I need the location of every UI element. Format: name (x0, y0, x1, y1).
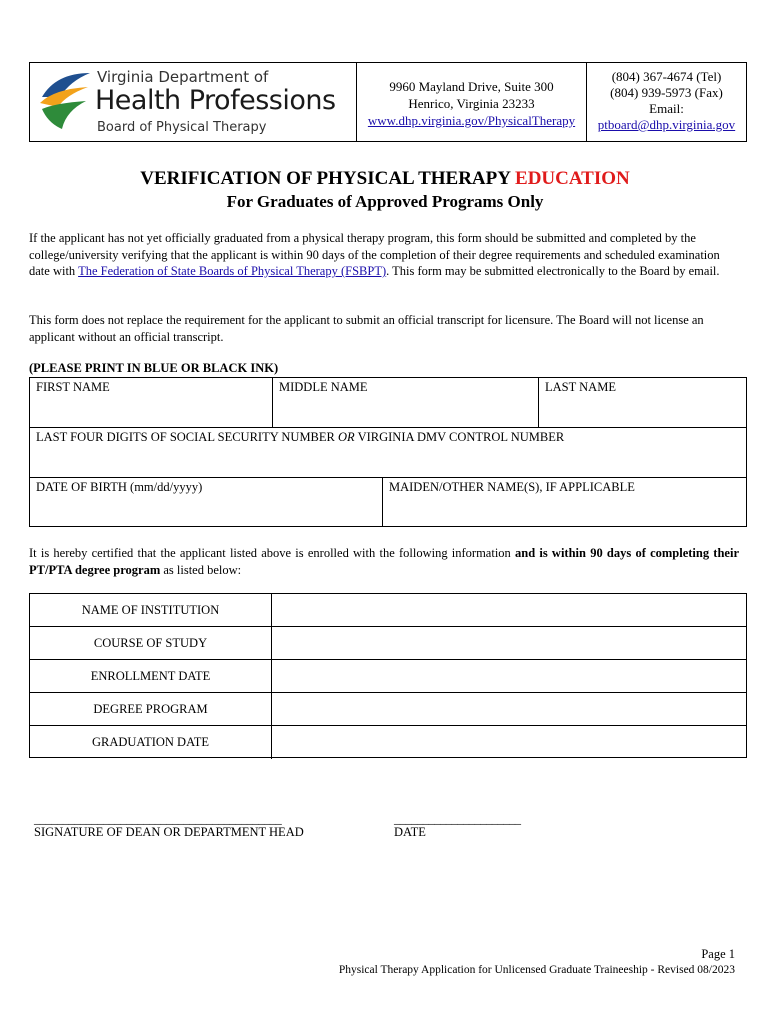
institution-input[interactable] (272, 594, 746, 626)
applicant-info-grid (29, 377, 747, 527)
page-subtitle: For Graduates of Approved Programs Only (226, 192, 544, 211)
fsbpt-link[interactable]: The Federation of State Boards of Physical Therapy (FSBPT) (78, 264, 387, 278)
table-row (30, 594, 746, 627)
last-name-field[interactable] (539, 378, 746, 428)
cert-text-1: It is hereby certified that the applicant listed above is enrolled with the following information (29, 546, 516, 560)
graduation-date-label: GRADUATION DATE (30, 726, 272, 759)
contact-block (587, 63, 746, 141)
intro-text-after-link: . This form may be submitted electronically to the Board by email. (386, 264, 720, 278)
footer-text: Physical Therapy Application for Unlicensed Graduate Traineeship - Revised 08/2023 (338, 964, 735, 976)
dhp-emblem-icon (36, 67, 94, 133)
middle-name-label: MIDDLE NAME (279, 380, 368, 394)
enrollment-date-input[interactable] (272, 660, 746, 692)
logo-line-3: Board of Physical Therapy (97, 120, 267, 135)
dob-label: DATE OF BIRTH (mm/dd/yyyy) (36, 480, 203, 494)
city-address: Henrico, Virginia 23233 (408, 96, 535, 111)
graduation-date-input[interactable] (272, 726, 746, 759)
first-name-field[interactable] (30, 378, 273, 428)
ssn-label-part-2: VIRGINIA DMV CONTROL NUMBER (354, 430, 565, 444)
course-label: COURSE OF STUDY (30, 627, 272, 659)
signature-label: SIGNATURE OF DEAN OR DEPARTMENT HEAD (34, 825, 304, 839)
dob-field[interactable] (30, 478, 383, 526)
ssn-label-or: OR (338, 430, 355, 444)
course-input[interactable] (272, 627, 746, 659)
ssn-dmv-field[interactable] (30, 428, 746, 478)
title-main: VERIFICATION OF PHYSICAL THERAPY (140, 168, 516, 189)
cert-text-2: as listed below: (160, 562, 242, 577)
table-row (30, 726, 746, 759)
address-block (357, 63, 587, 141)
date-label: DATE (394, 825, 426, 839)
middle-name-field[interactable] (273, 378, 539, 428)
degree-program-input[interactable] (272, 693, 746, 725)
fax-number: (804) 939-5973 (Fax) (610, 85, 723, 100)
last-name-label: LAST NAME (545, 380, 616, 394)
title-highlight: EDUCATION (515, 168, 630, 189)
intro-text-before-link: If the applicant has not yet officially graduated from a physical therapy program, this form should be submitted and completed by the college/university verifying that the applicant is within 90 days of the completion of their degree requirements and scheduled examination date with (29, 231, 720, 278)
table-row (30, 627, 746, 660)
page-number: Page 1 (701, 947, 735, 961)
maiden-name-label: MAIDEN/OTHER NAME(S), IF APPLICABLE (389, 480, 635, 494)
website-link[interactable]: www.dhp.virginia.gov/PhysicalTherapy (367, 113, 576, 128)
ssn-label-part-1: LAST FOUR DIGITS OF SOCIAL SECURITY NUMBER (36, 430, 338, 444)
enrollment-date-label: ENROLLMENT DATE (30, 660, 272, 692)
intro-paragraph-2: This form does not replace the requirement for the applicant to submit an official transcript for licensure. The Board will not license an applicant without an official transcript. (29, 313, 704, 344)
date-line[interactable]: ______________________ (394, 812, 521, 826)
page-title (0, 168, 770, 190)
tel-number: (804) 367-4674 (Tel) (611, 69, 722, 84)
institution-label: NAME OF INSTITUTION (30, 594, 272, 626)
intro-paragraph-1 (29, 230, 741, 280)
dhp-logo (30, 63, 357, 141)
table-row (30, 660, 746, 693)
street-address: 9960 Mayland Drive, Suite 300 (389, 79, 554, 94)
email-link[interactable]: ptboard@dhp.virginia.gov (597, 117, 736, 132)
first-name-label: FIRST NAME (36, 380, 110, 394)
logo-line-1: Virginia Department of (97, 68, 269, 86)
table-row (30, 693, 746, 726)
cert-text-bold: and is within 90 days of completing their PT/PTA degree program (29, 546, 739, 577)
program-info-table (29, 593, 747, 758)
signature-line[interactable]: ___________________________________________ (34, 812, 282, 826)
degree-program-label: DEGREE PROGRAM (30, 693, 272, 725)
certification-statement (29, 545, 739, 578)
ink-instruction: (PLEASE PRINT IN BLUE OR BLACK INK) (29, 361, 279, 375)
logo-line-2: Health Professions (95, 85, 336, 116)
email-label: Email: (649, 101, 684, 116)
maiden-name-field[interactable] (383, 478, 746, 526)
letterhead (29, 62, 747, 142)
